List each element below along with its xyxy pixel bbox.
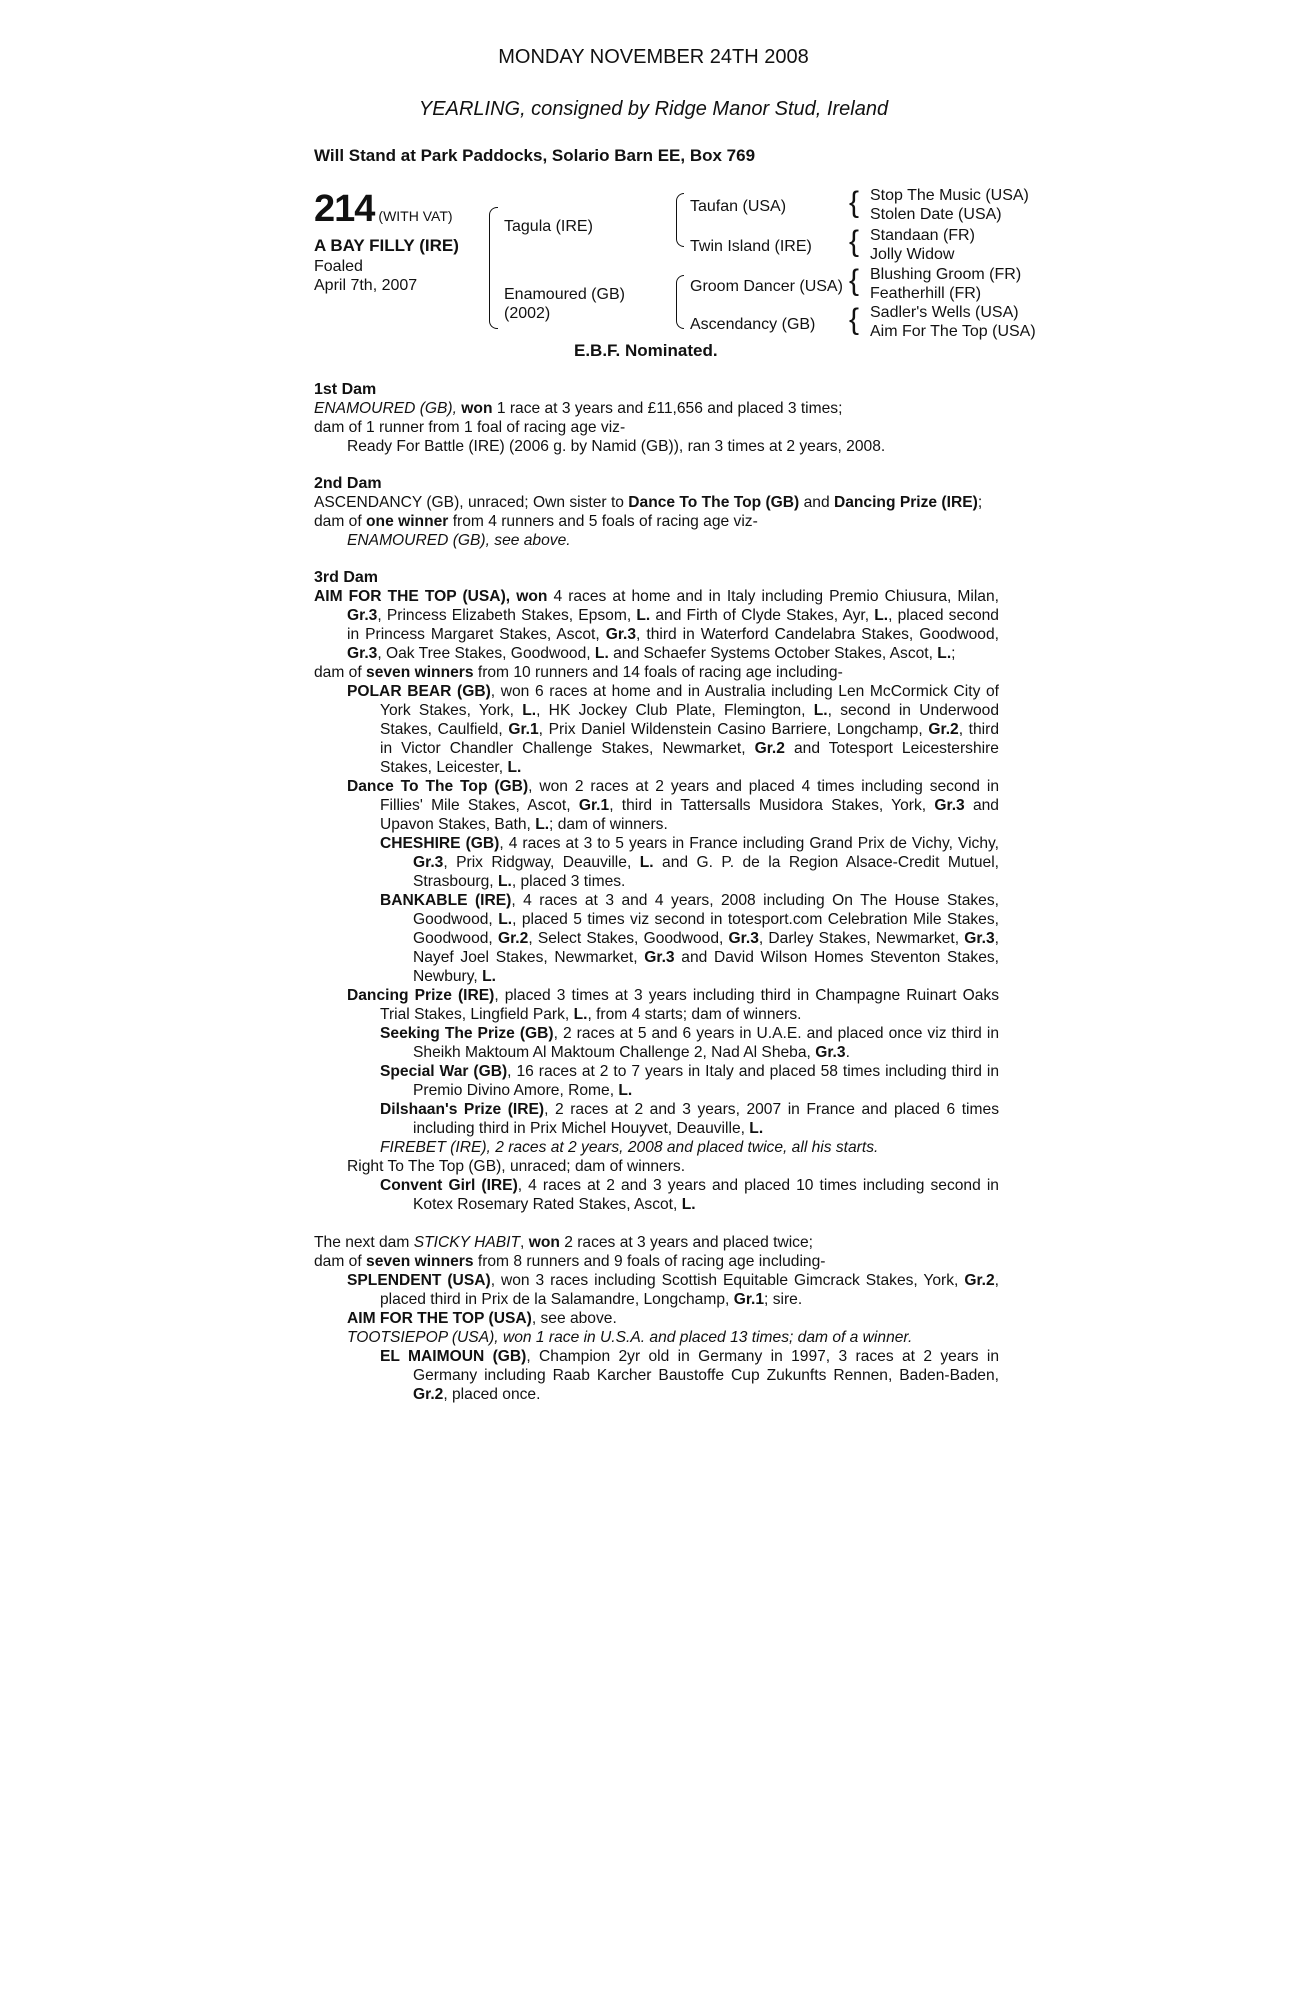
text-run: Gr.1 <box>508 721 539 738</box>
pedigree-bracket-dam <box>676 275 684 329</box>
second-dam-foal: ENAMOURED (GB), see above. <box>347 532 571 549</box>
pedigree-g2: Stolen Date (USA) <box>870 206 1002 223</box>
text-run: Seeking The Prize (GB) <box>380 1025 554 1042</box>
text-run: Dancing Prize (IRE) <box>833 494 978 511</box>
text-run: , won 2 races at 2 years and placed 4 times including second in Fillies' Mile Stakes, Ascot, <box>380 778 999 814</box>
text-run: , Select Stakes, Goodwood, <box>528 930 724 947</box>
text-run: The next dam <box>314 1234 410 1251</box>
second-dam-record <box>314 493 999 512</box>
next-dam-produce <box>314 1252 999 1271</box>
text-run: L. <box>498 911 513 928</box>
foaled-label: Foaled <box>314 258 363 275</box>
text-run: , third in Tattersalls Musidora Stakes, York, <box>609 797 927 814</box>
text-run: ENAMOURED (GB), <box>314 400 457 417</box>
vat-note: (WITH VAT) <box>378 208 453 224</box>
text-run: , <box>520 1234 525 1251</box>
text-run: and Upavon Stakes, Bath, <box>380 797 999 833</box>
text-run: , 4 races at 3 and 4 years, 2008 including On The House Stakes, Goodwood, <box>413 892 999 928</box>
lot-header <box>314 188 453 231</box>
spacer <box>314 1214 999 1233</box>
text-run: L. <box>618 1082 633 1099</box>
text-run: Gr.1 <box>578 797 610 814</box>
text-run: , Champion 2yr old in Germany in 1997, 3 races at 2 years in Germany including Raab Karcher Baustoffe Cup Zukunfts Rennen, Baden-Baden, <box>413 1348 999 1384</box>
produce-cheshire <box>380 834 999 891</box>
text-run: 2 races at 3 years and placed twice; <box>564 1234 813 1251</box>
text-run: Gr.2 <box>497 930 529 947</box>
text-run: , placed 3 times. <box>511 873 626 890</box>
text-run: ; dam of winners. <box>549 816 668 833</box>
text-run: and Totesport Leicestershire Stakes, Leicester, <box>380 740 999 776</box>
text-run: Gr.3 <box>347 607 378 624</box>
third-dam-record <box>314 587 999 663</box>
text-run: Gr.2 <box>928 721 959 738</box>
second-dam-produce <box>314 512 999 531</box>
pedigree-g8: Aim For The Top (USA) <box>870 323 1036 340</box>
text-run: won <box>528 1234 560 1251</box>
text-run: Dance To The Top (GB) <box>347 778 529 795</box>
text-run: , 4 races at 2 and 3 years and placed 10 times including second in Kotex Rosemary Rated Stakes, Ascot, <box>413 1177 999 1213</box>
produce-right-to-the-top: Right To The Top (GB), unraced; dam of winners. <box>347 1158 686 1175</box>
text-run: seven winners <box>366 1253 474 1270</box>
text-run: L. <box>874 607 889 624</box>
text-run: one winner <box>366 513 449 530</box>
text-run: ; sire. <box>764 1291 803 1308</box>
ebf-nomination: E.B.F. Nominated. <box>574 341 718 360</box>
text-run: , placed second in Princess Margaret Stakes, Ascot, <box>347 607 999 643</box>
text-run: L. <box>639 854 654 871</box>
text-run: , from 4 starts; dam of winners. <box>587 1006 802 1023</box>
text-run: Gr.2 <box>754 740 785 757</box>
foaled-date: April 7th, 2007 <box>314 277 418 294</box>
text-run: from 4 runners and 5 foals of racing age viz- <box>452 513 758 530</box>
text-run: POLAR BEAR (GB) <box>347 683 491 700</box>
text-run: Dance To The Top (GB) <box>628 494 800 511</box>
text-run: Gr.3 <box>728 930 759 947</box>
text-run: EL MAIMOUN (GB) <box>380 1348 527 1365</box>
consignment-line: YEARLING, consigned by Ridge Manor Stud, Ireland <box>418 98 889 120</box>
text-run: Special War (GB) <box>380 1063 508 1080</box>
text-run: , placed once. <box>443 1386 541 1403</box>
text-run: Gr.3 <box>413 854 444 871</box>
text-run: Convent Girl (IRE) <box>380 1177 518 1194</box>
text-run: from 8 runners and 9 foals of racing age including- <box>477 1253 826 1270</box>
text-run: , placed 3 times at 3 years including third in Champagne Ruinart Oaks Trial Stakes, Lingfield Park, <box>380 987 999 1023</box>
next-dam-record <box>314 1233 999 1252</box>
text-run: ASCENDANCY (GB), unraced; Own sister to <box>314 494 624 511</box>
text-run: L. <box>594 645 609 662</box>
text-run: and <box>803 494 830 511</box>
text-run: Gr.2 <box>413 1386 444 1403</box>
text-run: Gr.3 <box>347 645 378 662</box>
text-run: , third in Waterford Candelabra Stakes, Goodwood, <box>636 626 999 643</box>
text-run: Gr.3 <box>644 949 675 966</box>
text-run: L. <box>535 816 550 833</box>
text-run: Gr.2 <box>964 1272 995 1289</box>
text-run: AIM FOR THE TOP (USA) <box>347 1310 532 1327</box>
pedigree-sire: Tagula (IRE) <box>504 218 593 235</box>
sale-date: MONDAY NOVEMBER 24TH 2008 <box>498 46 809 68</box>
text-run: , won 3 races including Scottish Equitable Gimcrack Stakes, York, <box>490 1272 959 1289</box>
text-run: ; <box>977 494 983 511</box>
produce-dance-to-the-top <box>347 777 999 834</box>
text-run: , Oak Tree Stakes, Goodwood, <box>377 645 591 662</box>
text-run: 4 races at home and in Italy including Premio Chiusura, Milan, <box>553 588 999 605</box>
pedigree-dam-dam: Ascendancy (GB) <box>690 316 816 333</box>
first-dam-produce: dam of 1 runner from 1 foal of racing age viz- <box>314 419 626 436</box>
produce-firebet: FIREBET (IRE), 2 races at 2 years, 2008 and placed twice, all his starts. <box>380 1139 879 1156</box>
pedigree-sire-dam: Twin Island (IRE) <box>690 238 812 255</box>
text-run: and Firth of Clyde Stakes, Ayr, <box>655 607 870 624</box>
first-dam-heading: 1st Dam <box>314 381 377 398</box>
pedigree-g3: Standaan (FR) <box>870 227 975 244</box>
produce-dancing-prize <box>347 986 999 1024</box>
pedigree-dam-year: (2002) <box>504 305 551 322</box>
text-run: won <box>461 400 493 417</box>
pedigree-dam: Enamoured (GB) <box>504 286 625 303</box>
text-run: dam of <box>314 664 362 681</box>
text-run: Gr.3 <box>964 930 995 947</box>
produce-el-maimoun <box>380 1347 999 1404</box>
pedigree-bracket-main <box>489 207 498 329</box>
pedigree-bracket-g1: { <box>849 186 860 219</box>
third-dam-produce <box>314 663 999 682</box>
text-run: , Prix Ridgway, Deauville, <box>443 854 632 871</box>
pedigree-g5: Blushing Groom (FR) <box>870 266 1022 283</box>
text-run: from 10 runners and 14 foals of racing age including- <box>477 664 843 681</box>
text-run: , 16 races at 2 to 7 years in Italy and placed 58 times including third in Premio Divino Amore, Rome, <box>413 1063 999 1099</box>
text-run: , won 6 races at home and in Australia including Len McCormick City of York Stakes, York, <box>380 683 999 719</box>
text-run: won <box>516 588 548 605</box>
pedigree-bracket-g2: { <box>849 225 860 258</box>
text-run: , Princess Elizabeth Stakes, Epsom, <box>377 607 632 624</box>
text-run: dam of <box>314 513 362 530</box>
text-run: BANKABLE (IRE) <box>380 892 512 909</box>
pedigree-bracket-sire <box>676 193 684 247</box>
pedigree-g1: Stop The Music (USA) <box>870 187 1029 204</box>
text-run: and G. P. de la Region Alsace-Credit Mutuel, Strasbourg, <box>413 854 999 890</box>
text-run: L. <box>573 1006 588 1023</box>
text-run: Gr.3 <box>934 797 965 814</box>
lot-title: A BAY FILLY (IRE) <box>314 236 459 255</box>
text-run: , 2 races at 2 and 3 years, 2007 in France and placed 6 times including third in Prix Michel Houyvet, Deauville, <box>413 1101 999 1137</box>
produce-tootsiepop: TOOTSIEPOP (USA), won 1 race in U.S.A. and placed 13 times; dam of a winner. <box>347 1329 913 1346</box>
text-run: 1 race at 3 years and £11,656 and placed 3 times; <box>496 400 843 417</box>
produce-bankable <box>380 891 999 986</box>
text-run: L. <box>507 759 522 776</box>
text-run: , third in Victor Chandler Challenge Stakes, Newmarket, <box>380 721 1000 757</box>
text-run: dam of <box>314 1253 362 1270</box>
first-dam-record <box>314 399 999 418</box>
pedigree-g4: Jolly Widow <box>870 246 955 263</box>
text-run: L. <box>681 1196 696 1213</box>
text-run: L. <box>636 607 651 624</box>
produce-polar-bear <box>347 682 999 777</box>
pedigree-bracket-g4: { <box>849 303 860 336</box>
catalogue-body <box>314 380 999 1404</box>
pedigree-bracket-g3: { <box>849 264 860 297</box>
produce-aim-for-the-top <box>347 1309 999 1328</box>
text-run: Dilshaan's Prize (IRE) <box>380 1101 545 1118</box>
text-run: , 4 races at 3 to 5 years in France including Grand Prix de Vichy, Vichy, <box>499 835 999 852</box>
pedigree-dam-sire: Groom Dancer (USA) <box>690 278 843 295</box>
text-run: , 2 races at 5 and 6 years in U.A.E. and placed once viz third in Sheikh Maktoum Al Maktoum Challenge 2, Nad Al Sheba, <box>413 1025 999 1061</box>
first-dam-foal: Ready For Battle (IRE) (2006 g. by Namid (GB)), ran 3 times at 2 years, 2008. <box>347 438 886 455</box>
text-run: , Darley Stakes, Newmarket, <box>758 930 960 947</box>
produce-seeking-the-prize <box>380 1024 999 1062</box>
produce-special-war <box>380 1062 999 1100</box>
text-run: Gr.3 <box>815 1044 846 1061</box>
second-dam-heading: 2nd Dam <box>314 475 382 492</box>
third-dam-heading: 3rd Dam <box>314 569 379 586</box>
text-run: and Schaefer Systems October Stakes, Ascot, <box>613 645 933 662</box>
produce-dilshaans-prize <box>380 1100 999 1138</box>
produce-splendent <box>347 1271 999 1309</box>
text-run: seven winners <box>366 664 474 681</box>
text-run: , Nayef Joel Stakes, Newmarket, <box>413 930 999 966</box>
text-run: STICKY HABIT <box>413 1234 520 1251</box>
text-run: ; <box>951 645 956 662</box>
text-run: SPLENDENT (USA) <box>347 1272 491 1289</box>
text-run: , placed third in Prix de la Salamandre, Longchamp, <box>380 1272 999 1308</box>
text-run: , Prix Daniel Wildenstein Casino Barriere, Longchamp, <box>538 721 923 738</box>
text-run: L. <box>749 1120 764 1137</box>
text-run: L. <box>482 968 496 985</box>
text-run: L. <box>937 645 952 662</box>
text-run: and David Wilson Homes Steventon Stakes, Newbury, <box>413 949 999 985</box>
text-run: L. <box>522 702 537 719</box>
text-run: , see above. <box>531 1310 617 1327</box>
pedigree-sire-sire: Taufan (USA) <box>690 198 787 215</box>
text-run: Dancing Prize (IRE) <box>347 987 495 1004</box>
stand-location: Will Stand at Park Paddocks, Solario Barn EE, Box 769 <box>314 146 756 165</box>
text-run: AIM FOR THE TOP (USA), <box>314 588 511 605</box>
text-run: CHESHIRE (GB) <box>380 835 500 852</box>
text-run: , placed 5 times viz second in totesport.com Celebration Mile Stakes, Goodwood, <box>413 911 999 947</box>
produce-convent-girl <box>380 1176 999 1214</box>
pedigree-g7: Sadler's Wells (USA) <box>870 304 1019 321</box>
pedigree-g6: Featherhill (FR) <box>870 285 982 302</box>
text-run: L. <box>497 873 512 890</box>
lot-number: 214 <box>314 188 375 230</box>
text-run: . <box>845 1044 850 1061</box>
text-run: , second in Underwood Stakes, Caulfield, <box>380 702 999 738</box>
text-run: Gr.3 <box>605 626 637 643</box>
text-run: L. <box>813 702 828 719</box>
text-run: , HK Jockey Club Plate, Flemington, <box>536 702 806 719</box>
text-run: Gr.1 <box>733 1291 765 1308</box>
